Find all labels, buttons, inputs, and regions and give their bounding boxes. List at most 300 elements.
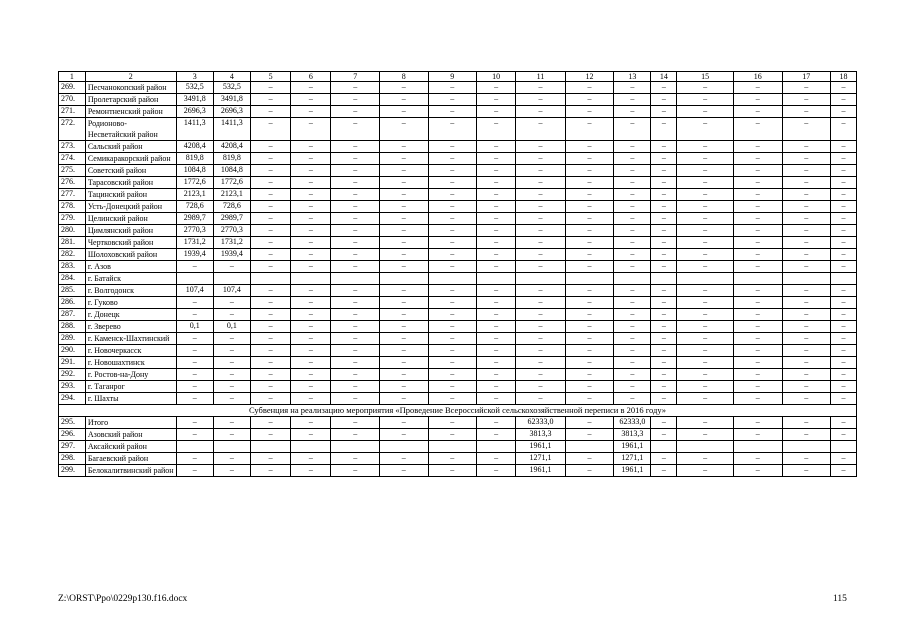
cell-col-13: 1961,1: [614, 441, 651, 453]
cell-col-4: 819,8: [213, 153, 250, 165]
cell-col-3: 728,6: [176, 201, 213, 213]
cell-col-13: [614, 273, 651, 285]
cell-col-3: 3491,8: [176, 94, 213, 106]
cell-col-14: –: [651, 153, 677, 165]
cell-col-3: [176, 273, 213, 285]
cell-col-3: 2123,1: [176, 189, 213, 201]
cell-col-13: 1271,1: [614, 453, 651, 465]
cell-col-11: –: [516, 249, 566, 261]
cell-col-8: –: [380, 321, 429, 333]
cell-col-15: –: [677, 106, 734, 118]
cell-col-7: –: [331, 333, 380, 345]
cell-col-9: –: [428, 357, 477, 369]
cell-col-3: 532,5: [176, 82, 213, 94]
cell-col-18: –: [831, 225, 857, 237]
cell-col-11: –: [516, 94, 566, 106]
cell-col-8: –: [380, 417, 429, 429]
cell-col-4: 3491,8: [213, 94, 250, 106]
cell-col-18: –: [831, 237, 857, 249]
row-name: Ремонтненский район: [85, 106, 176, 118]
cell-col-16: –: [734, 261, 783, 273]
cell-col-4: 1939,4: [213, 249, 250, 261]
cell-col-7: –: [331, 82, 380, 94]
row-number: 290.: [59, 345, 86, 357]
cell-col-11: 62333,0: [516, 417, 566, 429]
cell-col-8: –: [380, 369, 429, 381]
cell-col-12: –: [565, 201, 614, 213]
cell-col-6: –: [291, 177, 331, 189]
row-number: 296.: [59, 429, 86, 441]
cell-col-18: –: [831, 177, 857, 189]
cell-col-15: –: [677, 213, 734, 225]
cell-col-9: –: [428, 297, 477, 309]
row-name: г. Донецк: [85, 309, 176, 321]
cell-col-15: –: [677, 165, 734, 177]
cell-col-11: –: [516, 285, 566, 297]
cell-col-11: –: [516, 357, 566, 369]
row-number: 297.: [59, 441, 86, 453]
table-row: [59, 333, 857, 345]
cell-col-3: 1731,2: [176, 237, 213, 249]
cell-col-11: –: [516, 141, 566, 153]
cell-col-13: –: [614, 201, 651, 213]
cell-col-6: –: [291, 237, 331, 249]
cell-col-6: –: [291, 429, 331, 441]
cell-col-3: 2989,7: [176, 213, 213, 225]
cell-col-10: –: [477, 189, 516, 201]
cell-col-11: 1271,1: [516, 453, 566, 465]
cell-col-12: –: [565, 381, 614, 393]
cell-col-7: –: [331, 369, 380, 381]
row-number: 286.: [59, 297, 86, 309]
cell-col-9: –: [428, 285, 477, 297]
column-header: 7: [331, 72, 380, 82]
cell-col-10: –: [477, 153, 516, 165]
cell-col-6: –: [291, 225, 331, 237]
cell-col-9: –: [428, 225, 477, 237]
cell-col-5: –: [250, 417, 290, 429]
cell-col-8: –: [380, 429, 429, 441]
cell-col-17: –: [782, 321, 831, 333]
cell-col-5: –: [250, 297, 290, 309]
cell-col-3: 4208,4: [176, 141, 213, 153]
cell-col-11: –: [516, 153, 566, 165]
cell-col-12: –: [565, 333, 614, 345]
cell-col-16: –: [734, 357, 783, 369]
cell-col-7: –: [331, 297, 380, 309]
cell-col-8: –: [380, 285, 429, 297]
cell-col-14: –: [651, 369, 677, 381]
row-name: Аксайский район: [85, 441, 176, 453]
cell-col-17: –: [782, 285, 831, 297]
cell-col-5: –: [250, 141, 290, 153]
cell-col-3: 819,8: [176, 153, 213, 165]
row-name: г. Каменск-Шахтинский: [85, 333, 176, 345]
cell-col-10: –: [477, 465, 516, 477]
cell-col-15: –: [677, 429, 734, 441]
table-row: [59, 201, 857, 213]
cell-col-9: –: [428, 94, 477, 106]
cell-col-8: –: [380, 381, 429, 393]
table-row: [59, 94, 857, 106]
cell-col-4: [213, 441, 250, 453]
cell-col-17: –: [782, 429, 831, 441]
cell-col-18: –: [831, 381, 857, 393]
cell-col-18: –: [831, 333, 857, 345]
row-number: 277.: [59, 189, 86, 201]
column-header: 16: [734, 72, 783, 82]
cell-col-12: –: [565, 321, 614, 333]
cell-col-15: [677, 441, 734, 453]
cell-col-10: –: [477, 141, 516, 153]
cell-col-7: –: [331, 177, 380, 189]
column-header: 9: [428, 72, 477, 82]
cell-col-11: –: [516, 309, 566, 321]
cell-col-13: –: [614, 369, 651, 381]
cell-col-6: –: [291, 309, 331, 321]
cell-col-4: –: [213, 345, 250, 357]
cell-col-8: –: [380, 333, 429, 345]
row-number: 274.: [59, 153, 86, 165]
cell-col-17: –: [782, 82, 831, 94]
cell-col-12: –: [565, 141, 614, 153]
table-row: [59, 225, 857, 237]
column-header: 18: [831, 72, 857, 82]
row-number: 285.: [59, 285, 86, 297]
cell-col-14: –: [651, 213, 677, 225]
cell-col-6: –: [291, 321, 331, 333]
row-name: г. Шахты: [85, 393, 176, 405]
row-number: 281.: [59, 237, 86, 249]
page-number: 115: [833, 594, 847, 604]
cell-col-5: –: [250, 237, 290, 249]
cell-col-16: –: [734, 381, 783, 393]
row-number: 276.: [59, 177, 86, 189]
row-name: Семикаракорский район: [85, 153, 176, 165]
cell-col-4: 1772,6: [213, 177, 250, 189]
cell-col-11: –: [516, 118, 566, 141]
cell-col-12: [565, 273, 614, 285]
cell-col-17: –: [782, 141, 831, 153]
cell-col-12: –: [565, 225, 614, 237]
cell-col-16: –: [734, 453, 783, 465]
row-name: Итого: [85, 417, 176, 429]
cell-col-6: –: [291, 393, 331, 405]
cell-col-17: –: [782, 237, 831, 249]
cell-col-17: –: [782, 118, 831, 141]
cell-col-13: –: [614, 357, 651, 369]
cell-col-12: –: [565, 357, 614, 369]
row-name: Песчанокопский район: [85, 82, 176, 94]
cell-col-3: –: [176, 297, 213, 309]
cell-col-9: –: [428, 261, 477, 273]
cell-col-7: –: [331, 225, 380, 237]
cell-col-14: –: [651, 333, 677, 345]
cell-col-5: –: [250, 165, 290, 177]
data-table: [58, 71, 857, 477]
row-name: г. Таганрог: [85, 381, 176, 393]
cell-col-18: –: [831, 465, 857, 477]
table-row: [59, 153, 857, 165]
cell-col-16: –: [734, 177, 783, 189]
cell-col-7: –: [331, 321, 380, 333]
cell-col-16: –: [734, 141, 783, 153]
cell-col-8: –: [380, 237, 429, 249]
row-name: г. Волгодонск: [85, 285, 176, 297]
cell-col-15: –: [677, 249, 734, 261]
cell-col-3: [176, 441, 213, 453]
cell-col-16: –: [734, 225, 783, 237]
cell-col-18: [831, 273, 857, 285]
cell-col-12: –: [565, 285, 614, 297]
row-number: 289.: [59, 333, 86, 345]
cell-col-14: –: [651, 285, 677, 297]
table-row: [59, 309, 857, 321]
table-row: [59, 441, 857, 453]
cell-col-7: –: [331, 285, 380, 297]
cell-col-5: –: [250, 369, 290, 381]
cell-col-7: –: [331, 429, 380, 441]
cell-col-7: –: [331, 153, 380, 165]
cell-col-16: –: [734, 417, 783, 429]
cell-col-12: –: [565, 261, 614, 273]
cell-col-17: –: [782, 465, 831, 477]
column-header: 2: [85, 72, 176, 82]
cell-col-6: –: [291, 357, 331, 369]
cell-col-7: –: [331, 141, 380, 153]
section-title: Субвенция на реализацию мероприятия «Проведение Всероссийской сельскохозяйственной переписи в 2016 году»: [59, 405, 857, 417]
cell-col-7: –: [331, 189, 380, 201]
cell-col-6: [291, 441, 331, 453]
cell-col-17: –: [782, 357, 831, 369]
cell-col-7: –: [331, 393, 380, 405]
row-number: 271.: [59, 106, 86, 118]
row-number: 288.: [59, 321, 86, 333]
cell-col-8: –: [380, 297, 429, 309]
cell-col-4: 2696,3: [213, 106, 250, 118]
cell-col-5: –: [250, 321, 290, 333]
cell-col-13: –: [614, 165, 651, 177]
cell-col-8: –: [380, 94, 429, 106]
cell-col-8: –: [380, 261, 429, 273]
cell-col-3: –: [176, 369, 213, 381]
cell-col-12: –: [565, 177, 614, 189]
cell-col-17: [782, 441, 831, 453]
cell-col-15: –: [677, 118, 734, 141]
cell-col-16: –: [734, 369, 783, 381]
cell-col-17: –: [782, 106, 831, 118]
cell-col-4: 728,6: [213, 201, 250, 213]
cell-col-10: –: [477, 106, 516, 118]
cell-col-11: 3813,3: [516, 429, 566, 441]
cell-col-10: –: [477, 333, 516, 345]
cell-col-9: –: [428, 465, 477, 477]
cell-col-10: –: [477, 261, 516, 273]
cell-col-10: [477, 273, 516, 285]
cell-col-15: –: [677, 225, 734, 237]
cell-col-16: [734, 273, 783, 285]
cell-col-5: [250, 273, 290, 285]
cell-col-3: 1411,3: [176, 118, 213, 141]
row-name: Багаевский район: [85, 453, 176, 465]
cell-col-13: 62333,0: [614, 417, 651, 429]
cell-col-17: –: [782, 249, 831, 261]
cell-col-4: 2989,7: [213, 213, 250, 225]
cell-col-6: –: [291, 106, 331, 118]
cell-col-10: –: [477, 297, 516, 309]
cell-col-8: –: [380, 225, 429, 237]
cell-col-11: –: [516, 82, 566, 94]
cell-col-14: –: [651, 177, 677, 189]
cell-col-6: –: [291, 153, 331, 165]
table-row: [59, 106, 857, 118]
cell-col-9: –: [428, 417, 477, 429]
cell-col-15: –: [677, 82, 734, 94]
cell-col-8: –: [380, 189, 429, 201]
cell-col-9: –: [428, 237, 477, 249]
cell-col-4: 107,4: [213, 285, 250, 297]
cell-col-14: –: [651, 165, 677, 177]
cell-col-4: 1731,2: [213, 237, 250, 249]
cell-col-12: –: [565, 297, 614, 309]
cell-col-5: –: [250, 453, 290, 465]
cell-col-4: –: [213, 309, 250, 321]
cell-col-15: –: [677, 297, 734, 309]
cell-col-7: –: [331, 201, 380, 213]
cell-col-17: [782, 273, 831, 285]
table-row: [59, 465, 857, 477]
row-name: г. Азов: [85, 261, 176, 273]
row-name: Цимлянский район: [85, 225, 176, 237]
cell-col-6: –: [291, 118, 331, 141]
cell-col-7: –: [331, 237, 380, 249]
cell-col-12: [565, 441, 614, 453]
cell-col-17: –: [782, 297, 831, 309]
cell-col-8: –: [380, 357, 429, 369]
cell-col-3: –: [176, 417, 213, 429]
cell-col-11: 1961,1: [516, 465, 566, 477]
cell-col-14: –: [651, 249, 677, 261]
cell-col-8: –: [380, 453, 429, 465]
cell-col-18: –: [831, 213, 857, 225]
cell-col-12: –: [565, 345, 614, 357]
cell-col-13: –: [614, 141, 651, 153]
cell-col-9: –: [428, 82, 477, 94]
cell-col-3: 0,1: [176, 321, 213, 333]
cell-col-17: –: [782, 393, 831, 405]
cell-col-12: –: [565, 213, 614, 225]
cell-col-14: –: [651, 429, 677, 441]
cell-col-7: –: [331, 261, 380, 273]
cell-col-16: –: [734, 201, 783, 213]
cell-col-14: –: [651, 261, 677, 273]
cell-col-18: –: [831, 369, 857, 381]
table-row: [59, 118, 857, 141]
cell-col-14: –: [651, 381, 677, 393]
table-row: [59, 237, 857, 249]
cell-col-13: 1961,1: [614, 465, 651, 477]
cell-col-3: –: [176, 333, 213, 345]
table-row: [59, 357, 857, 369]
cell-col-14: –: [651, 225, 677, 237]
row-name: г. Гуково: [85, 297, 176, 309]
cell-col-11: [516, 273, 566, 285]
cell-col-5: –: [250, 333, 290, 345]
cell-col-15: –: [677, 393, 734, 405]
row-name: г. Ростов-на-Дону: [85, 369, 176, 381]
cell-col-5: –: [250, 429, 290, 441]
cell-col-5: –: [250, 82, 290, 94]
cell-col-11: –: [516, 165, 566, 177]
cell-col-9: –: [428, 369, 477, 381]
cell-col-18: –: [831, 393, 857, 405]
cell-col-6: –: [291, 453, 331, 465]
cell-col-15: –: [677, 357, 734, 369]
table-row: [59, 417, 857, 429]
cell-col-5: –: [250, 249, 290, 261]
table-row: [59, 177, 857, 189]
cell-col-10: –: [477, 213, 516, 225]
cell-col-4: 1084,8: [213, 165, 250, 177]
column-header: 5: [250, 72, 290, 82]
row-name: г. Новошахтинск: [85, 357, 176, 369]
cell-col-8: –: [380, 393, 429, 405]
cell-col-15: –: [677, 453, 734, 465]
cell-col-9: –: [428, 321, 477, 333]
cell-col-7: –: [331, 417, 380, 429]
row-number: 283.: [59, 261, 86, 273]
table-row: [59, 321, 857, 333]
row-number: 273.: [59, 141, 86, 153]
cell-col-18: –: [831, 141, 857, 153]
cell-col-13: –: [614, 333, 651, 345]
cell-col-17: –: [782, 165, 831, 177]
row-number: 272.: [59, 118, 86, 141]
cell-col-17: –: [782, 94, 831, 106]
header-row: [59, 72, 857, 82]
cell-col-5: –: [250, 393, 290, 405]
cell-col-10: –: [477, 417, 516, 429]
cell-col-16: –: [734, 429, 783, 441]
cell-col-10: –: [477, 381, 516, 393]
cell-col-18: –: [831, 189, 857, 201]
cell-col-6: –: [291, 165, 331, 177]
cell-col-14: –: [651, 237, 677, 249]
cell-col-11: –: [516, 237, 566, 249]
cell-col-12: –: [565, 369, 614, 381]
cell-col-8: –: [380, 141, 429, 153]
cell-col-7: –: [331, 357, 380, 369]
cell-col-6: –: [291, 297, 331, 309]
cell-col-4: –: [213, 333, 250, 345]
cell-col-5: –: [250, 94, 290, 106]
cell-col-12: –: [565, 153, 614, 165]
cell-col-15: –: [677, 333, 734, 345]
column-header: 12: [565, 72, 614, 82]
cell-col-12: –: [565, 417, 614, 429]
cell-col-15: [677, 273, 734, 285]
cell-col-5: –: [250, 106, 290, 118]
cell-col-10: –: [477, 309, 516, 321]
cell-col-9: –: [428, 213, 477, 225]
cell-col-13: –: [614, 82, 651, 94]
cell-col-9: –: [428, 165, 477, 177]
cell-col-17: –: [782, 213, 831, 225]
cell-col-18: –: [831, 285, 857, 297]
row-number: 294.: [59, 393, 86, 405]
column-header: 15: [677, 72, 734, 82]
cell-col-10: –: [477, 118, 516, 141]
